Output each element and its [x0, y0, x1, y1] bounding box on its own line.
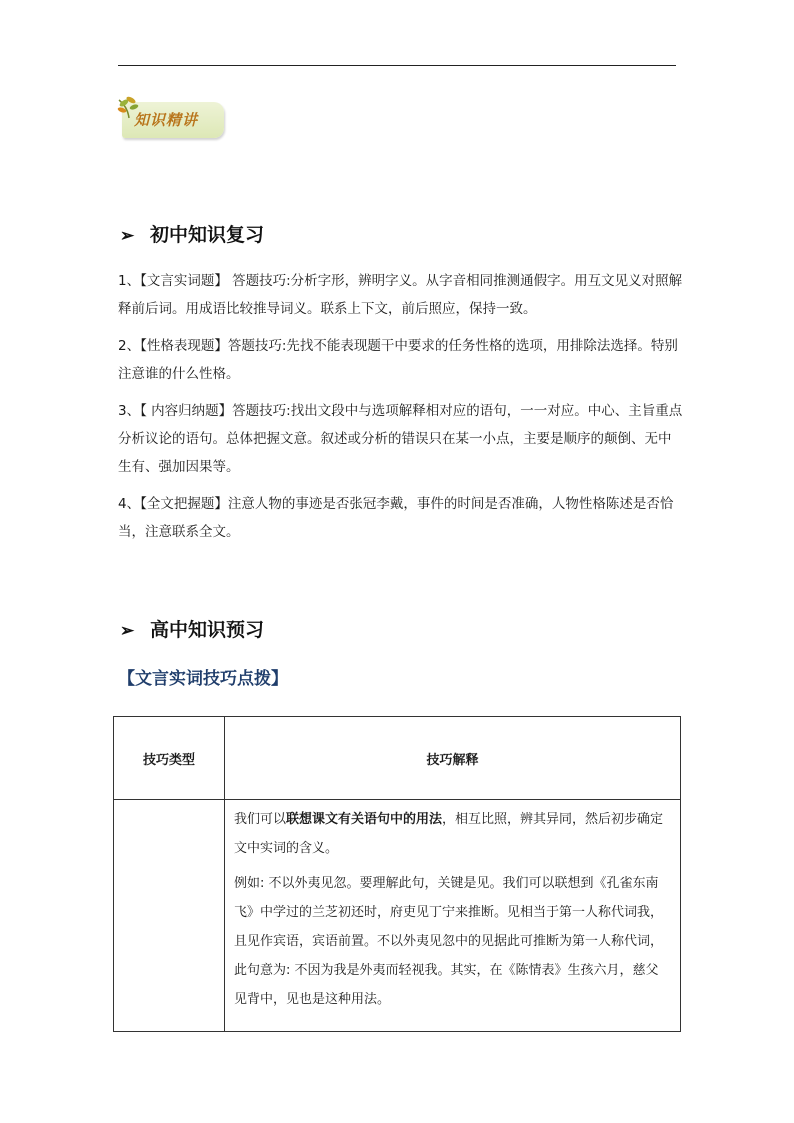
section-heading-senior	[120, 615, 264, 642]
tips-table	[113, 716, 681, 1032]
example-paragraph: 例如: 不以外夷见忽。要理解此句，关键是见。我们可以联想到《孔雀东南飞》中学过的兰芝初还时，府吏见丁宁来推断。见相当于第一人称代词我，且见作宾语，宾语前置。不以外夷见忽中的见据此可推断为第一人称代词，此句意为: 不因为我是外夷而轻视我。其实，在《陈情表》生孩六月，慈父见背中，见也是这种用法。	[234, 876, 664, 1007]
section-title: 高中知识预习	[150, 619, 265, 641]
list-item: 1、【文言实词题】 答题技巧:分析字形，辨明字义。从字音相同推测通假字。用互文见义对照解释前后词。用成语比较推导词义。联系上下文，前后照应，保持一致。	[118, 273, 683, 317]
list-item: 4、【全文把握题】注意人物的事迹是否张冠李戴，事件的时间是否准确，人物性格陈述是否恰当，注意联系全文。	[118, 496, 674, 540]
table-header-type: 技巧类型	[114, 717, 225, 800]
section-title: 初中知识复习	[150, 224, 265, 246]
sub-heading: 【文言实词技巧点拨】	[118, 669, 288, 689]
header-rule	[118, 65, 676, 66]
table-row	[114, 800, 681, 1032]
list-item: 2、【性格表现题】答题技巧:先找不能表现题干中要求的任务性格的选项，用排除法选择。特别注意谁的什么性格。	[118, 338, 678, 382]
table-header-row	[114, 717, 681, 800]
list-item: 3、【 内容归纳题】答题技巧:找出文段中与选项解释相对应的语句，一一对应。中心、主旨重点分析议论的语句。总体把握文意。叙述或分析的错误只在某一小点，主要是顺序的颠倒、无中生有、强加因果等。	[118, 403, 683, 475]
arrow-icon: ➢	[120, 621, 135, 641]
table-header-explanation: 技巧解释	[225, 717, 681, 800]
badge-label: 知识精讲	[134, 111, 199, 129]
section-heading-junior	[120, 220, 264, 247]
table-cell-explanation	[225, 800, 681, 1032]
arrow-icon: ➢	[120, 226, 135, 246]
table-cell-type	[114, 800, 225, 1032]
knowledge-badge	[122, 102, 224, 138]
explanation-paragraph: 我们可以联想课文有关语句中的用法，相互比照，辨其异同，然后初步确定文中实词的含义。	[234, 812, 664, 856]
